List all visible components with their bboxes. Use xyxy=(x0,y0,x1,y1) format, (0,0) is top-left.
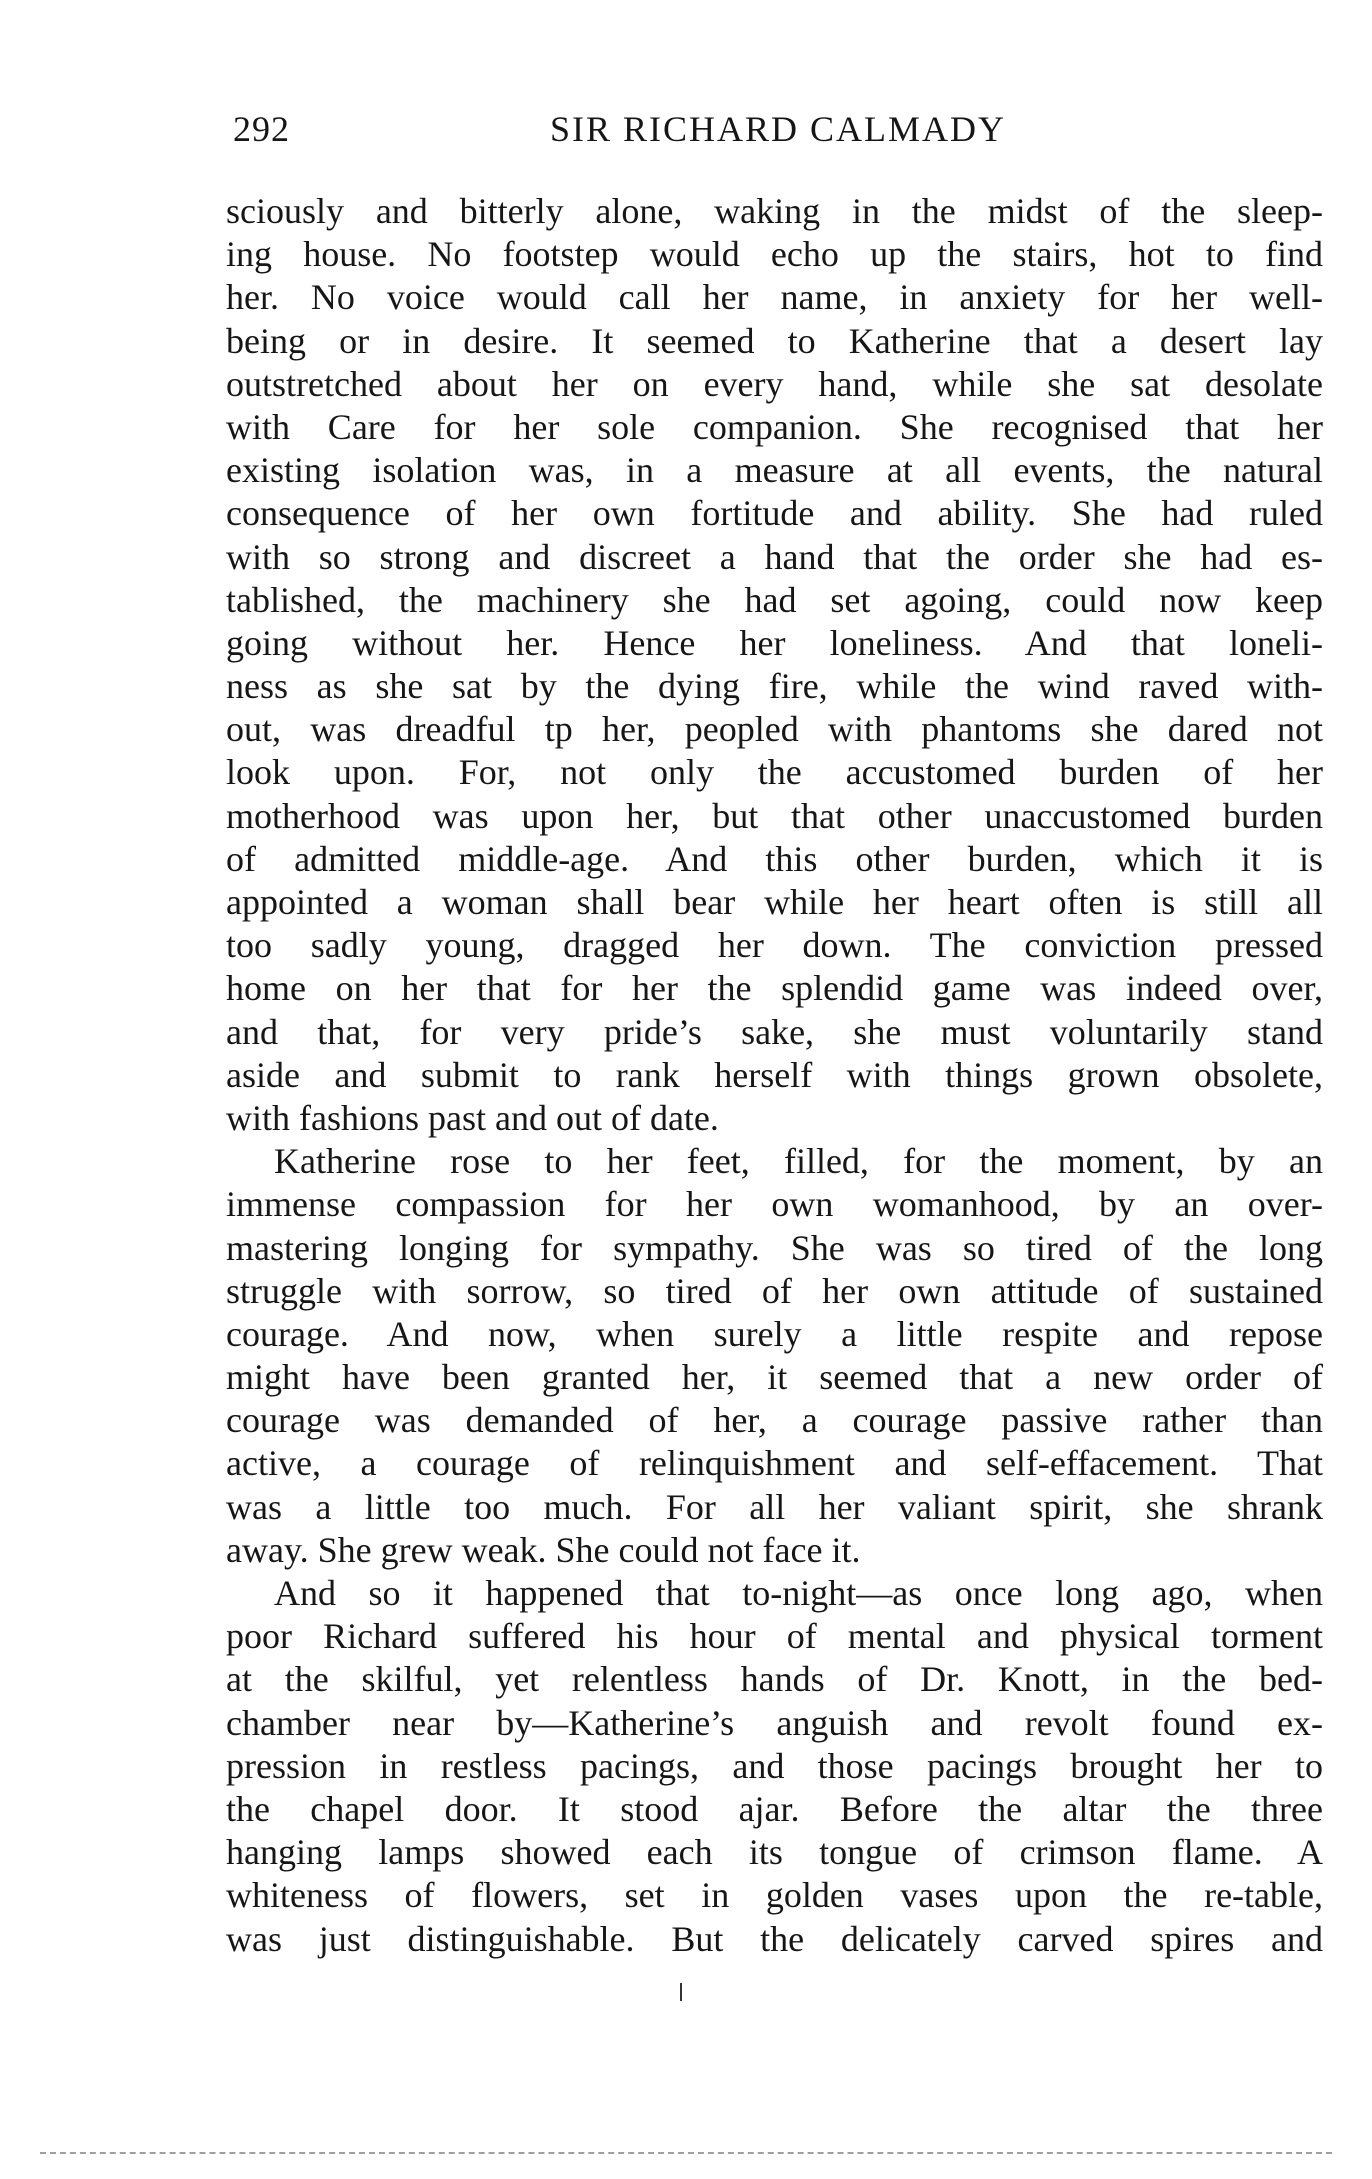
text-line: courage. And now, when surely a little respite and repose xyxy=(226,1313,1323,1354)
text-line: sciously and bitterly alone, waking in the midst of the sleep- xyxy=(226,191,1323,231)
text-line: consequence of her own fortitude and ability. She had ruled xyxy=(226,493,1323,534)
text-line: appointed a woman shall bear while her heart often is still all xyxy=(226,882,1323,922)
folio-mark xyxy=(680,1983,682,2001)
body-text xyxy=(226,190,1323,1961)
text-line: was a little too much. For all her valiant spirit, she shrank xyxy=(226,1486,1323,1527)
text-line: motherhood was upon her, but that other unaccustomed burden xyxy=(226,795,1323,836)
text-line: immense compassion for her own womanhood, by an over- xyxy=(226,1184,1323,1225)
text-line: whiteness of flowers, set in golden vases upon the re-table, xyxy=(226,1875,1323,1916)
text-line: Katherine rose to her feet, filled, for the moment, by an xyxy=(274,1141,1323,1182)
text-line: her. No voice would call her name, in anxiety for her well- xyxy=(226,277,1323,318)
text-line: mastering longing for sympathy. She was so tired of the long xyxy=(226,1227,1323,1268)
page-header xyxy=(233,108,1323,158)
text-line: active, a courage of relinquishment and self-effacement. That xyxy=(226,1443,1323,1484)
text-line: being or in desire. It seemed to Katherine that a desert lay xyxy=(226,320,1323,361)
page-number: 292 xyxy=(233,109,290,149)
text-line: the chapel door. It stood ajar. Before the altar the three xyxy=(226,1788,1323,1829)
text-line: with fashions past and out of date. xyxy=(226,1097,719,1138)
text-line: outstretched about her on every hand, while she sat desolate xyxy=(226,363,1323,404)
page-bottom-edge xyxy=(40,2152,1332,2154)
text-line: hanging lamps showed each its tongue of crimson flame. A xyxy=(226,1832,1323,1873)
running-title: SIR RICHARD CALMADY xyxy=(549,109,1007,149)
text-line: existing isolation was, in a measure at all events, the natural xyxy=(226,450,1323,491)
text-line: ing house. No footstep would echo up the stairs, hot to find xyxy=(226,234,1323,275)
text-line: with Care for her sole companion. She recognised that her xyxy=(226,406,1323,447)
text-line: too sadly young, dragged her down. The conviction pressed xyxy=(226,925,1323,966)
text-line: and that, for very pride’s sake, she must voluntarily stand xyxy=(226,1011,1323,1052)
text-line: of admitted middle-age. And this other burden, which it is xyxy=(226,838,1323,879)
text-line: struggle with sorrow, so tired of her own attitude of sustained xyxy=(226,1270,1323,1311)
text-line: aside and submit to rank herself with things grown obsolete, xyxy=(226,1054,1323,1095)
text-line: might have been granted her, it seemed that a new order of xyxy=(226,1357,1323,1398)
text-line: poor Richard suffered his hour of mental and physical torment xyxy=(226,1616,1323,1657)
text-line: at the skilful, yet relentless hands of Dr. Knott, in the bed- xyxy=(226,1659,1323,1700)
text-line: out, was dreadful tp her, peopled with phantoms she dared not xyxy=(226,709,1323,750)
text-line: ness as she sat by the dying fire, while the wind raved with- xyxy=(226,666,1323,707)
text-line: going without her. Hence her loneliness. And that loneli- xyxy=(226,622,1323,663)
text-line: look upon. For, not only the accustomed burden of her xyxy=(226,752,1323,793)
text-line: pression in restless pacings, and those pacings brought her to xyxy=(226,1745,1323,1786)
text-line: away. She grew weak. She could not face it. xyxy=(226,1529,861,1570)
text-line: And so it happened that to-night—as once long ago, when xyxy=(274,1573,1323,1613)
text-line: with so strong and discreet a hand that the order she had es- xyxy=(226,536,1323,577)
text-line: tablished, the machinery she had set agoing, could now keep xyxy=(226,579,1323,620)
text-line: courage was demanded of her, a courage passive rather than xyxy=(226,1400,1323,1441)
text-line: home on her that for her the splendid game was indeed over, xyxy=(226,968,1323,1009)
text-line: was just distinguishable. But the delicately carved spires and xyxy=(226,1918,1323,1959)
text-line: chamber near by—Katherine’s anguish and revolt found ex- xyxy=(226,1702,1323,1743)
